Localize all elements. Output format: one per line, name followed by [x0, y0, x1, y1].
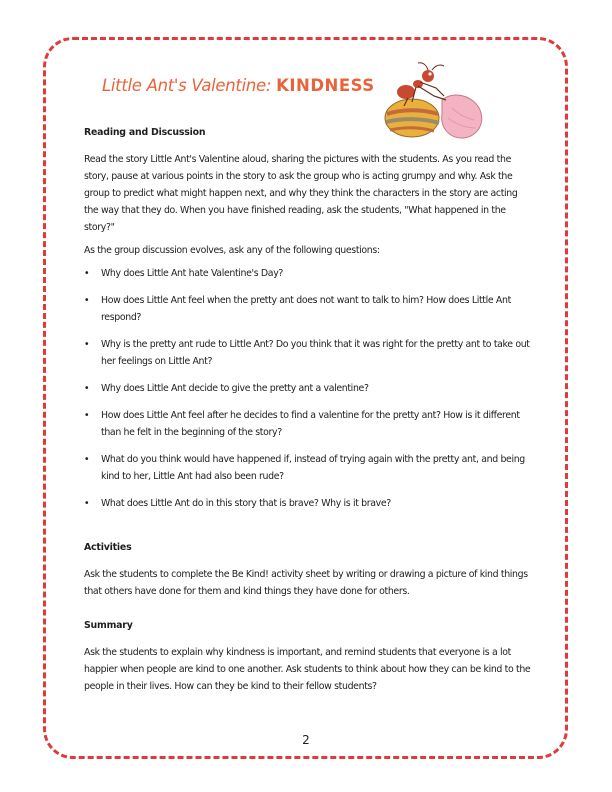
question-text: Why does Little Ant hate Valentine's Day?: [101, 268, 284, 279]
main-content: [84, 124, 532, 695]
section-heading-activities: Activities: [84, 542, 132, 553]
question-text: Why is the pretty ant rude to Little Ant? Do you think that it was right for the pretty ant to take out her feelings on Little Ant?: [101, 339, 530, 367]
list-item: [84, 292, 532, 326]
activities-paragraph: Ask the students to complete the Be Kind! activity sheet by writing or drawing a picture of kind things that others have done for them and kind things they have done for others.: [84, 569, 528, 597]
question-text: How does Little Ant feel after he decides to find a valentine for the pretty ant? How is it different than he felt in the beginning of the story?: [101, 410, 520, 438]
bullet-marker: •: [84, 339, 90, 350]
bullet-marker: •: [84, 295, 90, 306]
bullet-marker: •: [84, 410, 90, 421]
question-list: [84, 265, 532, 512]
list-item: [84, 407, 532, 441]
list-item: [84, 451, 532, 485]
page-number: 2: [302, 733, 310, 747]
list-item: [84, 495, 532, 512]
list-item: [84, 336, 532, 370]
question-text: Why does Little Ant decide to give the pretty ant a valentine?: [101, 383, 369, 394]
bullet-marker: •: [84, 383, 90, 394]
page-title-keyword: KINDNESS: [276, 76, 375, 95]
summary-paragraph: Ask the students to explain why kindness is important, and remind students that everyone is a lot happier when people are kind to one another. Ask students to think about how they can be kind to the people in their lives. How can they be kind to their fellow students?: [84, 647, 531, 692]
reading-paragraph: Read the story Little Ant's Valentine aloud, sharing the pictures with the students. As you read the story, pause at various points in the story to ask the group who is acting grumpy and why. Ask the group to predict what might happen next, and why they think the characters in the story are acting the way that they do. When you have finished reading, ask the students, "What happened in the story?": [84, 154, 518, 233]
question-text: How does Little Ant feel when the pretty ant does not want to talk to him? How does Little Ant respond?: [101, 295, 511, 323]
list-item: [84, 265, 532, 282]
page-title-text: Little Ant's Valentine:: [102, 76, 277, 95]
section-heading-summary: Summary: [84, 620, 133, 631]
bullet-marker: •: [84, 498, 90, 509]
bullet-marker: •: [84, 268, 90, 279]
section-heading-reading: Reading and Discussion: [84, 127, 206, 138]
page-title: [102, 76, 375, 95]
bullet-marker: •: [84, 454, 90, 465]
questions-intro: As the group discussion evolves, ask any of the following questions:: [84, 245, 380, 256]
question-text: What does Little Ant do in this story that is brave? Why is it brave?: [101, 498, 391, 509]
list-item: [84, 380, 532, 397]
question-text: What do you think would have happened if, instead of trying again with the pretty ant, and being kind to her, Little Ant had also been rude?: [101, 454, 525, 482]
